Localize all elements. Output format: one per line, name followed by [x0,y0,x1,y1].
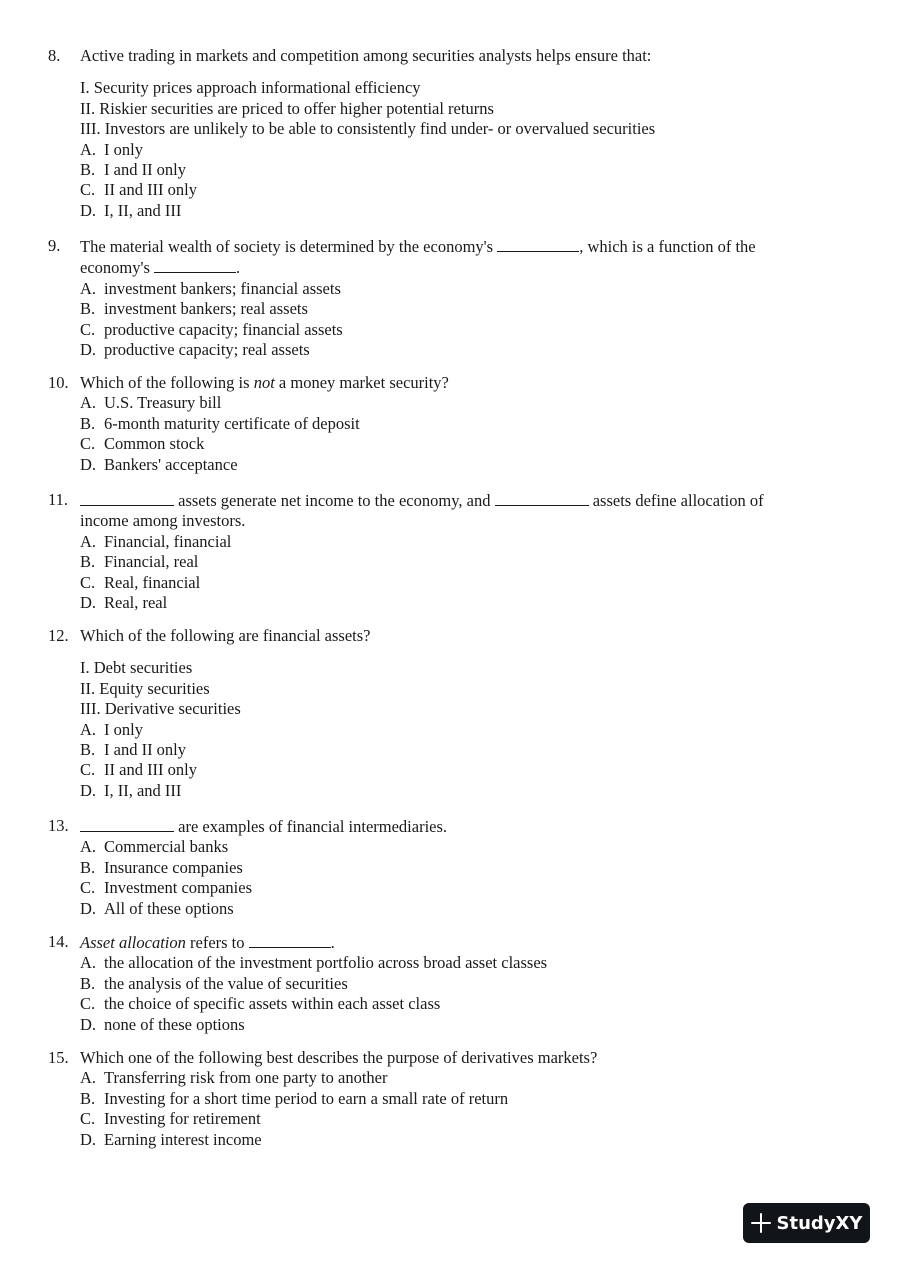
option-letter: B. [80,1088,96,1108]
option-text: Bankers' acceptance [104,454,238,474]
option-c [80,180,838,200]
question-number: 13. [48,816,69,835]
option-text: II and III only [104,760,198,780]
question-stem: Which one of the following best describes the purpose of derivatives markets? [80,1048,598,1067]
option-letter: A. [80,139,97,159]
option-b [80,414,838,434]
option-text: I, II, and III [104,200,182,220]
question-stem-continued: income among investors. [80,511,246,531]
option-text: Investing for retirement [104,1109,261,1129]
option-text: the choice of specific assets within each asset class [104,994,441,1014]
question-stem-continued [80,257,838,278]
option-b [80,299,838,319]
question-14 [48,932,838,1035]
question-number: 8. [48,46,61,65]
question-stem: Which of the following are financial assets? [80,626,371,645]
option-b [80,160,838,180]
option-letter: C. [80,1109,96,1129]
stem-text: Which of the following is [80,373,250,392]
stem-text: The material wealth of society is determined by the economy's [80,237,494,256]
option-c [80,320,838,340]
stem-text: assets generate net income to the economy, and [178,491,491,510]
option-text: the analysis of the value of securities [104,973,348,993]
option-b [80,974,838,994]
question-15 [48,1048,838,1150]
option-letter: A. [80,719,97,739]
option-text: 6-month maturity certificate of deposit [104,413,360,433]
option-letter: B. [80,740,96,760]
option-d [80,340,838,360]
option-a [80,1068,838,1088]
question-number: 11. [48,490,69,509]
option-b [80,552,838,572]
option-letter: A. [80,393,97,413]
question-10 [48,373,838,475]
option-text: I only [104,719,143,739]
question-13 [48,816,838,919]
stem-text: are examples of financial intermediaries. [178,817,448,836]
option-d [80,1015,838,1035]
option-letter: B. [80,299,96,319]
option-text: Investing for a short time period to earn a small rate of return [104,1088,509,1108]
question-9 [48,236,838,360]
option-a [80,953,838,973]
statement: I. Security prices approach informational efficiency [80,78,421,98]
option-letter: C. [80,760,96,780]
option-letter: B. [80,857,96,877]
question-number: 15. [48,1048,69,1067]
option-text: I and II only [104,740,187,760]
option-letter: C. [80,994,96,1014]
brand-name [777,1213,863,1234]
brand-name-part: XY [835,1212,863,1234]
option-text: investment bankers; financial assets [104,278,341,298]
option-a [80,837,838,857]
option-letter: D. [80,200,97,220]
question-stem [80,932,838,953]
option-letter: C. [80,180,96,200]
stem-text: . [236,258,241,278]
question-stem: Active trading in markets and competition among securities analysts helps ensure that: [80,46,652,65]
brand-name-part: Study [776,1212,836,1234]
option-a [80,532,838,552]
option-letter: D. [80,898,97,918]
option-letter: A. [80,837,97,857]
option-d [80,899,838,919]
stem-text: a money market security? [278,373,449,392]
option-letter: D. [80,454,97,474]
option-text: Real, real [104,593,168,613]
option-a [80,140,838,160]
option-c [80,573,838,593]
option-letter: A. [80,1068,97,1088]
option-text: I and II only [104,160,187,180]
fill-in-blank [497,236,579,252]
statement: III. Derivative securities [80,699,241,719]
stem-text: . [330,933,335,952]
option-letter: B. [80,413,96,433]
question-number: 9. [48,236,61,255]
question-stem [80,816,838,837]
statement: I. Debt securities [80,658,193,678]
option-b [80,858,838,878]
option-letter: D. [80,340,97,360]
option-d [80,593,838,613]
option-letter: D. [80,1129,97,1149]
fill-in-blank [495,490,589,506]
option-letter: D. [80,593,97,613]
fill-in-blank [154,257,236,273]
option-d [80,455,838,475]
option-letter: A. [80,278,97,298]
option-d [80,1130,838,1150]
stem-text: economy's [80,258,150,278]
statement: II. Equity securities [80,678,210,698]
statement: III. Investors are unlikely to be able to consistently find under- or overvalued securities [80,119,656,139]
option-text: the allocation of the investment portfolio across broad asset classes [104,953,548,973]
option-text: Financial, financial [104,531,232,551]
option-text: productive capacity; real assets [104,340,310,360]
option-text: investment bankers; real assets [104,299,308,319]
option-text: Common stock [104,434,205,454]
fill-in-blank [80,490,174,506]
fill-in-blank [249,932,331,948]
option-d [80,201,838,221]
question-12 [48,626,838,801]
option-c [80,434,838,454]
question-number: 12. [48,626,69,645]
option-letter: C. [80,572,96,592]
option-a [80,720,838,740]
option-b [80,1089,838,1109]
question-11 [48,490,838,613]
option-c [80,878,838,898]
option-text: Insurance companies [104,857,243,877]
option-letter: D. [80,780,97,800]
plus-icon [751,1213,771,1233]
option-text: Financial, real [104,552,199,572]
option-letter: B. [80,160,96,180]
option-text: Investment companies [104,878,253,898]
option-letter: B. [80,552,96,572]
option-letter: C. [80,878,96,898]
question-stem [80,490,838,511]
option-letter: A. [80,953,97,973]
option-b [80,740,838,760]
studyxy-logo-badge[interactable] [743,1203,870,1243]
option-text: Transferring risk from one party to another [104,1068,388,1088]
option-a [80,279,838,299]
stem-emphasis: not [253,373,275,392]
option-letter: A. [80,531,97,551]
stem-text: assets define allocation of [592,491,764,510]
option-letter: B. [80,973,96,993]
option-text: Earning interest income [104,1129,262,1149]
option-d [80,781,838,801]
option-text: Real, financial [104,572,201,592]
option-text: All of these options [104,898,234,918]
question-stem [80,373,838,393]
statement: II. Riskier securities are priced to offer higher potential returns [80,98,494,118]
option-letter: C. [80,434,96,454]
option-text: U.S. Treasury bill [104,393,222,413]
stem-text: refers to [190,933,245,952]
option-text: Commercial banks [104,837,229,857]
stem-emphasis: Asset allocation [80,933,186,952]
option-c [80,994,838,1014]
option-text: productive capacity; financial assets [104,319,343,339]
fill-in-blank [80,816,174,832]
question-number: 14. [48,932,69,951]
question-8 [48,46,838,221]
option-c [80,760,838,780]
stem-text: , which is a function of the [579,237,756,256]
option-text: II and III only [104,180,198,200]
option-c [80,1109,838,1129]
question-number: 10. [48,373,69,392]
option-text: I, II, and III [104,780,182,800]
question-stem [80,236,838,257]
option-letter: D. [80,1014,97,1034]
option-a [80,393,838,413]
option-letter: C. [80,319,96,339]
option-text: none of these options [104,1014,245,1034]
option-text: I only [104,139,143,159]
